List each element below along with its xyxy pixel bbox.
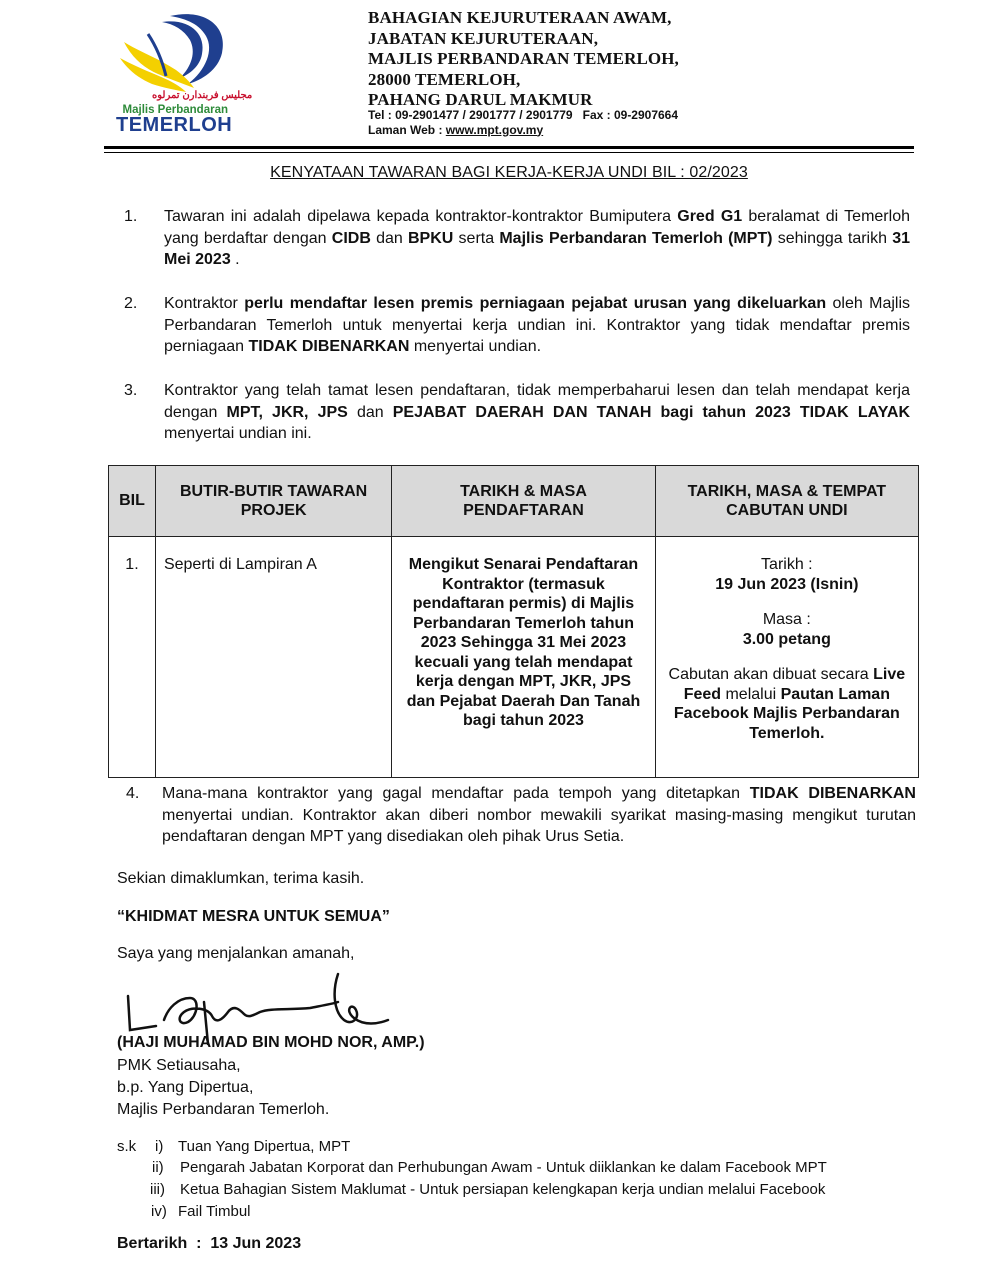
sk-item-number: ii) [152,1159,164,1176]
paragraph-number: 4. [126,785,140,802]
cell-pendaftaran: Mengikut Senarai Pendaftaran Kontraktor (termasuk pendaftaran permis) di Majlis Perbandaran Temerloh tahun 2023 Sehingga 31 Mei 2023 kecuali yang telah mendapat kerja dengan MPT, JKR, JPS dan Pejabat Daerah Dan Tanah bagi tahun 2023 [392,537,655,778]
tarikh-value: 19 Jun 2023 (Isnin) [715,575,859,593]
org-line: MAJLIS PERBANDARAN TEMERLOH, [368,49,679,68]
masa-label: Masa : [762,611,811,628]
date-value: 13 Jun 2023 [210,1235,302,1252]
tarikh-label: Tarikh : [761,556,813,573]
header-butir: BUTIR-BUTIR TAWARAN PROJEK [155,466,391,537]
sk-item: Pengarah Jabatan Korporat dan Perhubungan Awam - Untuk diiklankan ke dalam Facebook MPT [180,1159,827,1176]
cell-bil: 1. [109,537,156,778]
fax-number: Fax : 09-2907664 [582,108,679,122]
trust-line: Saya yang menjalankan amanah, [117,945,355,962]
sk-item-number: i) [155,1138,164,1155]
logo-jawi-text: مجليس فربندارن تمرلوه [152,90,253,101]
paragraph-number: 3. [124,382,138,399]
document-title: KENYATAAN TAWARAN BAGI KERJA-KERJA UNDI BIL : 02/2023 [270,164,748,181]
paragraph-1: Tawaran ini adalah dipelawa kepada kontraktor-kontraktor Bumiputera Gred G1 beralamat di Temerloh yang berdaftar dengan CIDB dan BPKU serta Majlis Perbandaran Temerloh (MPT) sehingga tarikh 31 Mei 2023 . [164,208,911,268]
offer-table [108,465,919,778]
date-line [117,1235,301,1253]
header-pendaftaran: TARIKH & MASA PENDAFTARAN [392,466,655,537]
signatory-name: (HAJI MUHAMAD BIN MOHD NOR, AMP.) [117,1034,425,1051]
header-rule-thin [104,152,914,153]
masa-value: 3.00 petang [742,630,831,648]
paragraph-4: Mana-mana kontraktor yang gagal mendaftar pada tempoh yang ditetapkan TIDAK DIBENARKAN menyertai undian. Kontraktor akan diberi nombor mewakili syarikat masing-masing mengikut turutan pendaftaran dengan MPT yang disediakan oleh pihak Urus Setia. [162,785,916,845]
cell-butir: Seperti di Lampiran A [155,537,391,778]
sk-item: Ketua Bahagian Sistem Maklumat - Untuk persiapan kelengkapan kerja undian melalui Facebook [180,1181,826,1198]
org-line: 28000 TEMERLOH, [368,69,521,89]
table-header-row [109,466,919,537]
header-cabutan: TARIKH, MASA & TEMPAT CABUTAN UNDI [655,466,918,537]
logo-line1: Majlis Perbandaran [122,104,228,116]
sk-item-number: iv) [151,1203,167,1220]
signatory-position: PMK Setiausaha, [117,1057,241,1074]
org-line: BAHAGIAN KEJURUTERAAN AWAM, [368,8,672,27]
organization-address [368,8,679,111]
date-label: Bertarikh [117,1235,188,1252]
paragraph-2: Kontraktor perlu mendaftar lesen premis perniagaan pejabat urusan yang dikeluarkan oleh Majlis Perbandaran Temerloh untuk menyertai kerja undian ini. Kontraktor yang tidak mendaftar premis perniagaan TIDAK DIBENARKAN menyertai undian. [164,295,911,355]
website-label: Laman Web : [368,122,446,137]
org-line: PAHANG DARUL MAKMUR [368,90,593,109]
motto: “KHIDMAT MESRA UNTUK SEMUA” [117,908,390,925]
header-bil: BIL [109,466,156,537]
table-row [109,537,919,778]
paragraph-number: 1. [124,208,138,225]
paragraph-number: 2. [124,295,138,312]
signatory-on-behalf: b.p. Yang Dipertua, [117,1079,254,1096]
closing-thanks: Sekian dimaklumkan, terima kasih. [117,870,365,887]
sk-label: s.k [117,1138,137,1155]
sk-item: Tuan Yang Dipertua, MPT [178,1138,351,1155]
contact-info [368,108,678,137]
paragraph-3: Kontraktor yang telah tamat lesen pendaftaran, tidak memperbaharui lesen dan telah mendapat kerja dengan MPT, JKR, JPS dan PEJABAT DAERAH DAN TANAH bagi tahun 2023 TIDAK LAYAK menyertai undian ini. [164,382,911,442]
website-link[interactable]: www.mpt.gov.my [445,122,544,137]
cell-cabutan [655,537,918,778]
org-line: JABATAN KEJURUTERAAN, [368,28,599,48]
sk-item: Fail Timbul [178,1203,251,1220]
telephone-numbers: Tel : 09-2901477 / 2901777 / 2901779 [368,108,573,122]
sk-item-number: iii) [150,1181,165,1198]
cabutan-note: Cabutan akan dibuat secara Live Feed melalui Pautan Laman Facebook Majlis Perbandaran Temerloh. [668,666,906,742]
logo-line2: TEMERLOH [116,114,233,136]
signatory-organization: Majlis Perbandaran Temerloh. [117,1101,330,1118]
date-separator: : [196,1235,202,1252]
council-logo [110,8,253,136]
header-rule-thick [104,146,914,149]
